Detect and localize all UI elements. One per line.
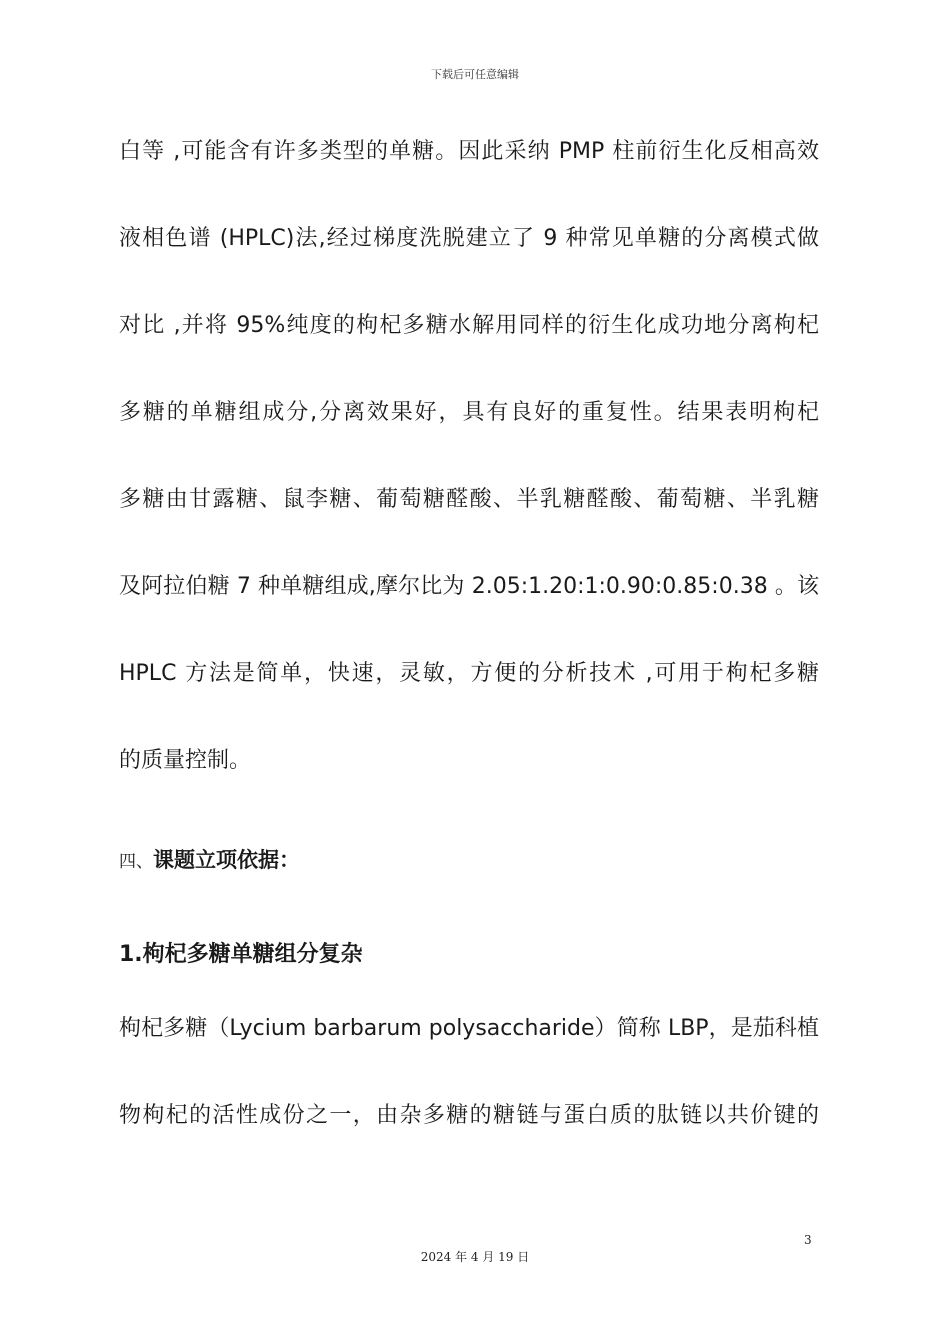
page-header: 下载后可任意编辑: [431, 68, 519, 81]
body-text-line: HPLC 方法是简单，快速，灵敏，方便的分析技术 ,可用于枸杞多糖: [119, 661, 819, 686]
section-heading: [119, 845, 300, 877]
page-date: 2024 年 4 月 19 日: [420, 1250, 530, 1264]
paragraph-line: 枸杞多糖（Lycium barbarum polysaccharide）简称 LBP，是茄科植: [119, 1016, 819, 1041]
paragraph-line: 物枸杞的活性成份之一，由杂多糖的糖链与蛋白质的肽链以共价键的: [119, 1103, 819, 1128]
body-text-line: 多糖的单糖组成分,分离效果好，具有良好的重复性。结果表明枸杞: [119, 400, 819, 425]
body-text-line: 的质量控制。: [119, 748, 252, 773]
body-text-line: 及阿拉伯糖 7 种单糖组成,摩尔比为 2.05:1.20:1:0.90:0.85:0.38 。该: [119, 574, 819, 599]
subsection-heading: 1.枸杞多糖单糖组分复杂: [119, 942, 363, 967]
body-text-line: 液相色谱 (HPLC)法,经过梯度洗脱建立了 9 种常见单糖的分离模式做: [119, 226, 819, 251]
body-text-line: 多糖由甘露糖、鼠李糖、葡萄糖醛酸、半乳糖醛酸、葡萄糖、半乳糖: [119, 487, 819, 512]
body-text-line: 白等 ,可能含有许多类型的单糖。因此采纳 PMP 柱前衍生化反相高效: [119, 139, 819, 164]
page-number: 3: [804, 1233, 812, 1247]
section-title: 课题立项依据：: [153, 848, 300, 872]
body-text-line: 对比 ,并将 95%纯度的枸杞多糖水解用同样的衍生化成功地分离枸杞: [119, 313, 819, 338]
section-number: 四、: [119, 852, 153, 872]
